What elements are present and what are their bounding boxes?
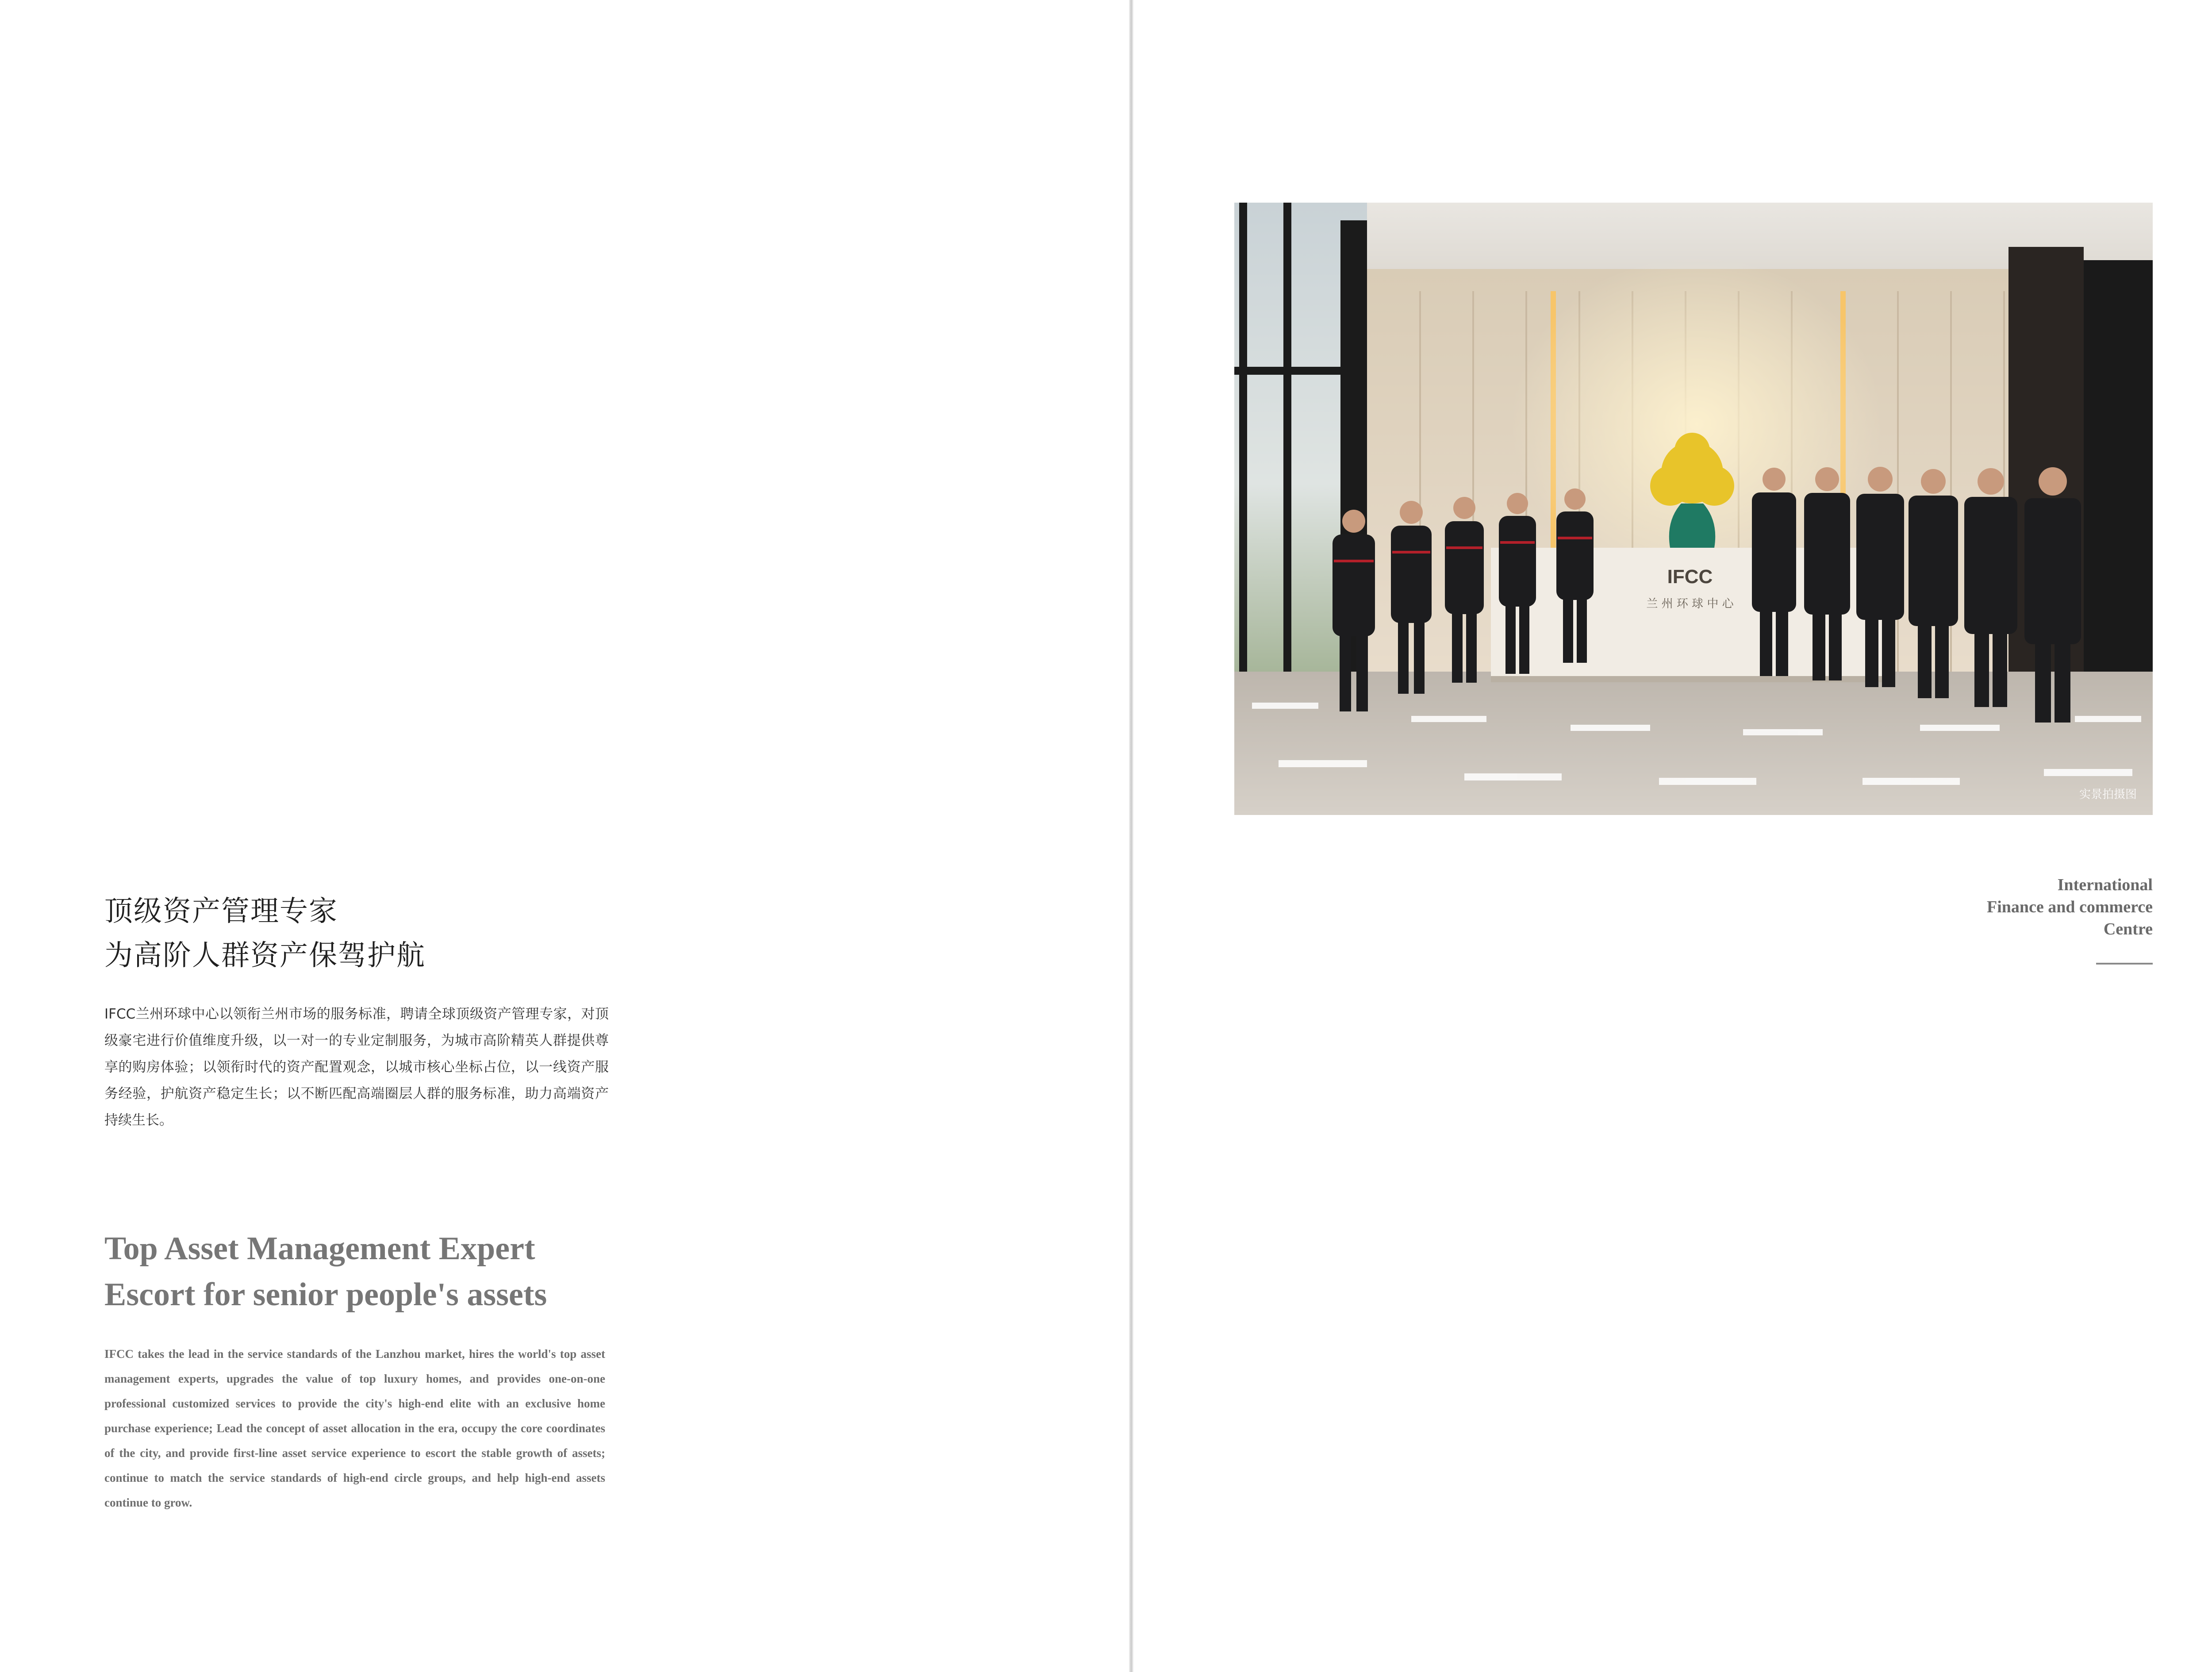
- english-heading-line-2: Escort for senior people's assets: [104, 1276, 547, 1313]
- english-paragraph: IFCC takes the lead in the service standards of the Lanzhou market, hires the world's top asset management experts, upgrades the value of top luxury homes, and provides one-on-one professional customized services to provide the city's high-end elite with an exclusive home purchase experience; Lead the concept of asset allocation in the era, occupy the core coordinates of the city, and provide first-line asset service experience to escort the stable growth of assets; continue to match the service standards of high-end circle groups, and help high-end assets continue to grow.: [104, 1347, 605, 1509]
- chinese-heading-line-1: 顶级资产管理专家: [104, 895, 338, 928]
- chinese-paragraph: IFCC兰州环球中心以领衔兰州市场的服务标准，聘请全球顶级资产管理专家，对顶级豪宅进行价值维度升级，以一对一的专业定制服务，为城市高阶精英人群提供尊享的购房体验；以领衔时代的资产配置观念，以城市核心坐标占位，以一线资产服务经验，护航资产稳定生长；以不断匹配高端圈层人群的服务标准，助力高端资产持续生长。: [104, 1006, 609, 1128]
- photo-caption: 实景拍摄图: [2079, 788, 2137, 801]
- brand-underline: [2096, 963, 2153, 965]
- english-heading: [104, 1226, 768, 1318]
- chinese-heading-line-2: 为高阶人群资产保驾护航: [104, 939, 426, 972]
- chinese-heading: [104, 889, 724, 978]
- lobby-team-photo: [1234, 203, 2153, 815]
- lobby-photo-illustration: [1234, 203, 2153, 815]
- book-spine: [1129, 0, 1133, 1672]
- desk-sign-logo: IFCC: [1667, 566, 1713, 588]
- brand-name-line-1: International: [2057, 876, 2153, 894]
- brand-name-line-2: Finance and commerce: [1987, 898, 2153, 916]
- desk-sign-subtitle: 兰 州 环 球 中 心: [1646, 597, 1734, 611]
- brand-name: [1843, 874, 2153, 940]
- english-heading-line-1: Top Asset Management Expert: [104, 1230, 535, 1267]
- brand-name-line-3: Centre: [2103, 920, 2153, 938]
